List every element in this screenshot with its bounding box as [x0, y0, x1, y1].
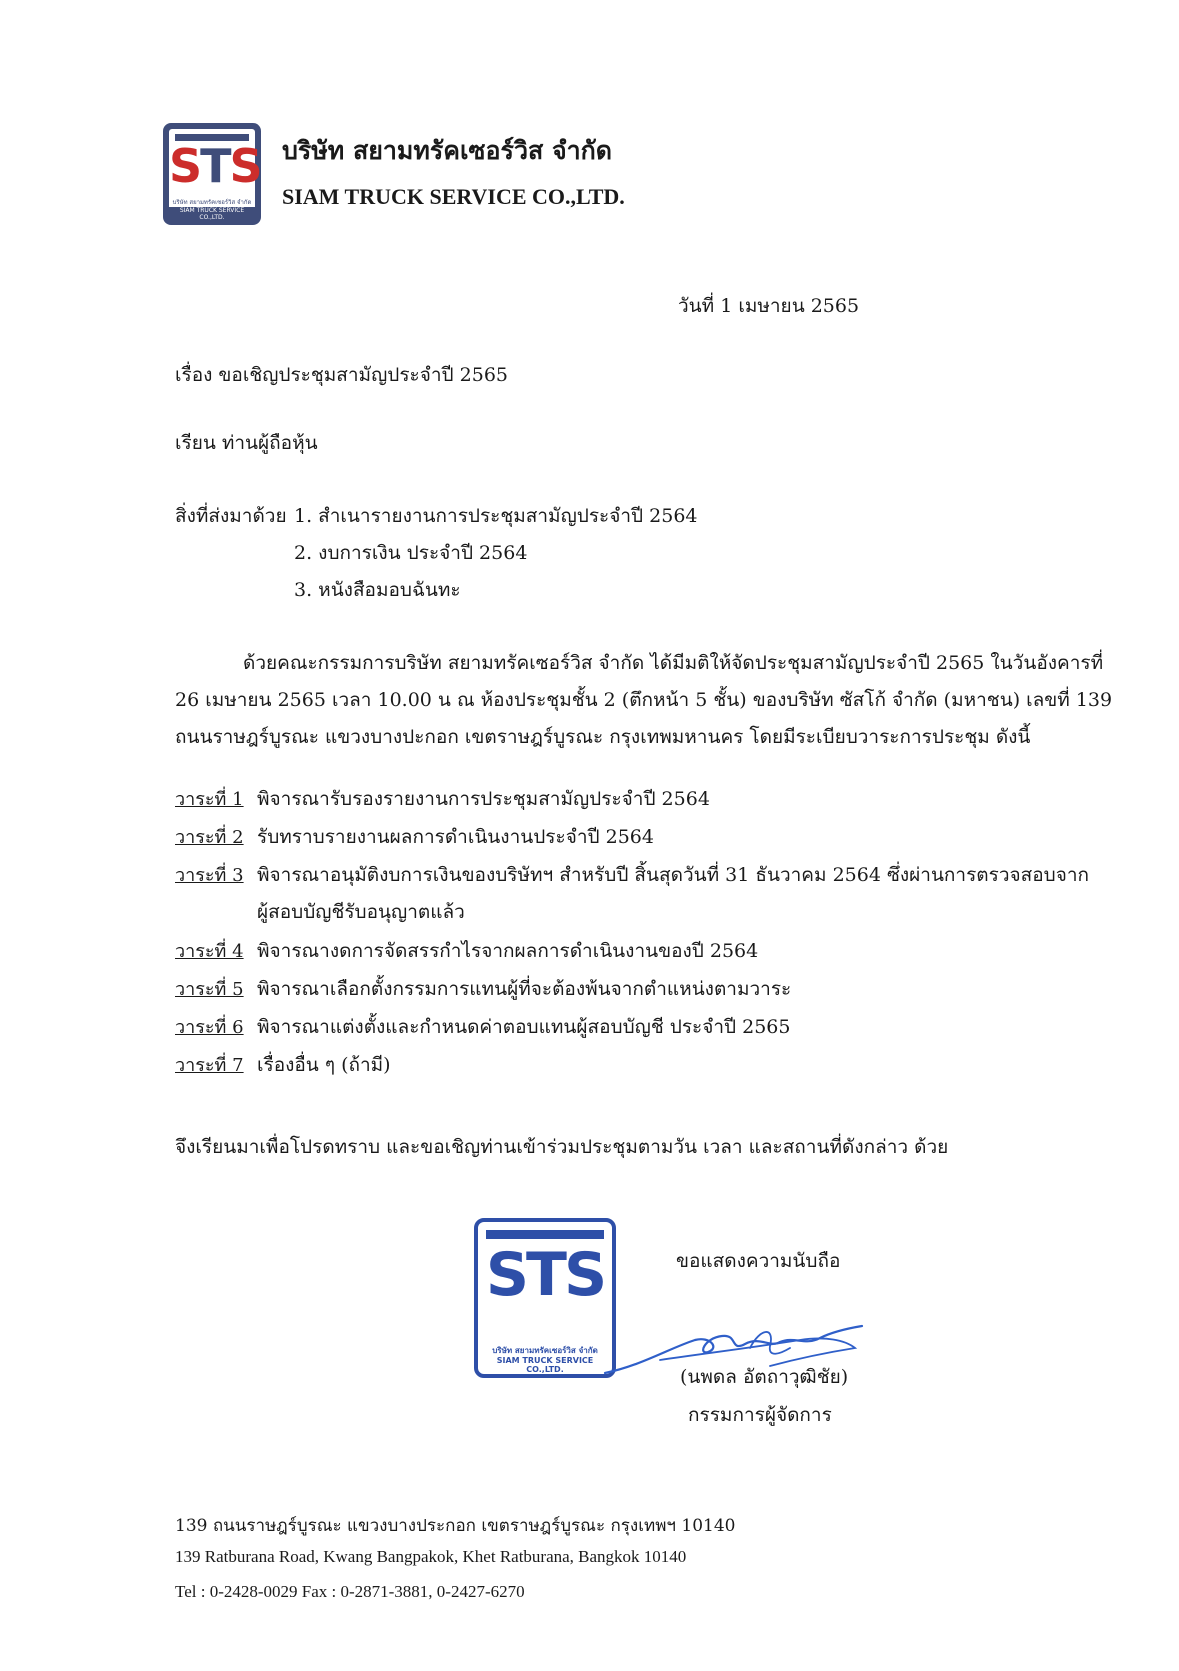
agenda-text: รับทราบรายงานผลการดำเนินงานประจำปี 2564	[257, 826, 654, 848]
footer-address-english: 139 Ratburana Road, Kwang Bangpakok, Khet Ratburana, Bangkok 10140	[175, 1547, 687, 1566]
stamp-caption-th: บริษัท สยามทรัคเซอร์วิส จำกัด	[492, 1346, 598, 1355]
body-line: ถนนราษฎร์บูรณะ แขวงบางปะกอก เขตราษฎร์บูรณะ กรุงเทพมหานคร โดยมีระเบียบวาระการประชุม ดังนี้	[175, 726, 1031, 748]
regards-text: ขอแสดงความนับถือ	[676, 1250, 841, 1272]
closing-line: จึงเรียนมาเพื่อโปรดทราบ และขอเชิญท่านเข้าร่วมประชุมตามวัน เวลา และสถานที่ดังกล่าว ด้วย	[175, 1136, 949, 1158]
letter-date: วันที่ 1 เมษายน 2565	[678, 295, 860, 317]
enclosure-item: 1. สำเนารายงานการประชุมสามัญประจำปี 2564	[294, 505, 698, 527]
agenda-text: เรื่องอื่น ๆ (ถ้ามี)	[257, 1054, 391, 1076]
enclosure-label: สิ่งที่ส่งมาด้วย	[175, 505, 287, 527]
company-name-thai: บริษัท สยามทรัคเซอร์วิส จำกัด	[282, 136, 613, 165]
enclosure-item: 2. งบการเงิน ประจำปี 2564	[294, 542, 528, 564]
logo-text: STS	[169, 139, 261, 193]
agenda-label: วาระที่ 5	[175, 979, 244, 1000]
agenda-label: วาระที่ 4	[175, 941, 244, 962]
enclosure-item: 3. หนังสือมอบฉันทะ	[294, 579, 461, 601]
signer-title: กรรมการผู้จัดการ	[688, 1404, 832, 1426]
company-stamp	[474, 1218, 616, 1378]
body-line: ด้วยคณะกรรมการบริษัท สยามทรัคเซอร์วิส จำกัด ได้มีมติให้จัดประชุมสามัญประจำปี 2565 ในวันอังคารที่	[243, 652, 1104, 674]
stamp-text: STS	[485, 1240, 605, 1310]
agenda-text: พิจารณางดการจัดสรรกำไรจากผลการดำเนินงานของปี 2564	[257, 940, 759, 962]
stamp-caption-en: SIAM TRUCK SERVICE CO.,LTD.	[496, 1356, 594, 1374]
letter-subject: เรื่อง ขอเชิญประชุมสามัญประจำปี 2565	[175, 364, 509, 386]
signer-name: (นพดล อัตถาวุฒิชัย)	[680, 1366, 849, 1388]
agenda-text: พิจารณารับรองรายงานการประชุมสามัญประจำปี 2564	[257, 788, 710, 810]
agenda-label: วาระที่ 1	[175, 789, 244, 810]
body-line: 26 เมษายน 2565 เวลา 10.00 น ณ ห้องประชุมชั้น 2 (ตึกหน้า 5 ชั้น) ของบริษัท ซัสโก้ จำกัด (มหาชน) เลขที่ 139	[175, 689, 1113, 711]
agenda-label: วาระที่ 7	[175, 1055, 244, 1076]
logo-caption-th: บริษัท สยามทรัคเซอร์วิส จำกัด	[172, 199, 252, 206]
company-name-english: SIAM TRUCK SERVICE CO.,LTD.	[282, 184, 625, 209]
agenda-text: พิจารณาเลือกตั้งกรรมการแทนผู้ที่จะต้องพ้นจากตำแหน่งตามวาระ	[257, 978, 792, 1000]
letter-recipient: เรียน ท่านผู้ถือหุ้น	[175, 432, 318, 454]
company-logo	[163, 123, 261, 225]
agenda-label: วาระที่ 3	[175, 865, 244, 886]
footer-address-thai: 139 ถนนราษฎร์บูรณะ แขวงบางประกอก เขตราษฎร์บูรณะ กรุงเทพฯ 10140	[175, 1516, 736, 1536]
logo-caption-en: SIAM TRUCK SERVICE CO.,LTD.	[169, 207, 255, 221]
agenda-text: พิจารณาแต่งตั้งและกำหนดค่าตอบแทนผู้สอบบัญชี ประจำปี 2565	[257, 1016, 791, 1038]
agenda-text: พิจารณาอนุมัติงบการเงินของบริษัทฯ สำหรับปี สิ้นสุดวันที่ 31 ธันวาคม 2564 ซึ่งผ่านการตรวจสอบจาก	[257, 864, 1090, 886]
agenda-label: วาระที่ 2	[175, 827, 244, 848]
footer-contact: Tel : 0-2428-0029 Fax : 0-2871-3881, 0-2427-6270	[175, 1582, 525, 1601]
agenda-text-continued: ผู้สอบบัญชีรับอนุญาตแล้ว	[257, 901, 465, 923]
agenda-label: วาระที่ 6	[175, 1017, 244, 1038]
